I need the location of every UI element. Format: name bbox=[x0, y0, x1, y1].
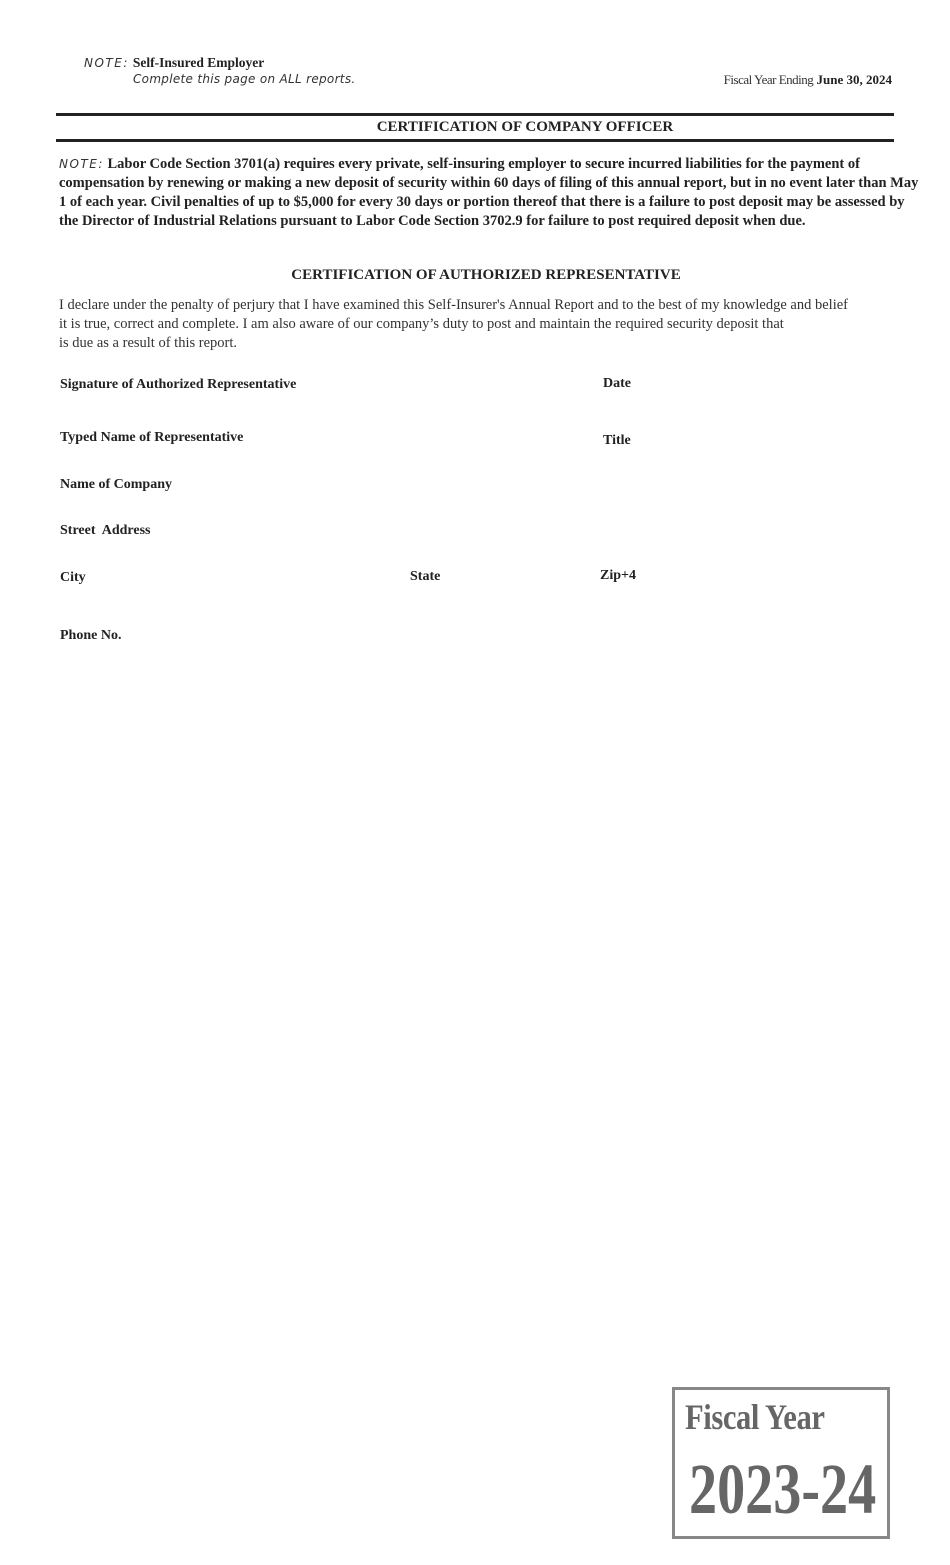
representative-section-title: CERTIFICATION OF AUTHORIZED REPRESENTATIVE bbox=[291, 267, 681, 283]
phone-label: Phone No. bbox=[60, 628, 122, 643]
zip-label: Zip+4 bbox=[600, 568, 636, 583]
fiscal-year-ending-label: Fiscal Year Ending bbox=[723, 72, 814, 87]
fiscal-year-stamp bbox=[672, 1387, 890, 1539]
employer-type: Self-Insured Employer bbox=[132, 55, 265, 70]
officer-note bbox=[59, 155, 919, 231]
note-label: NOTE: bbox=[84, 56, 129, 70]
state-label: State bbox=[410, 569, 441, 584]
declaration-line-2: it is true, correct and complete. I am also aware of our company’s duty to post and maintain the required security deposit that bbox=[59, 316, 784, 332]
typed-name-label: Typed Name of Representative bbox=[60, 430, 244, 445]
declaration-line-3: is due as a result of this report. bbox=[59, 335, 237, 351]
stamp-fiscal-year-value: 2023-24 bbox=[689, 1449, 877, 1529]
signature-label: Signature of Authorized Representative bbox=[60, 377, 297, 392]
officer-section-title: CERTIFICATION OF COMPANY OFFICER bbox=[376, 119, 674, 135]
declaration-line-1: I declare under the penalty of perjury that I have examined this Self-Insurer's Annual Report and to the best of my knowledge and belief bbox=[59, 297, 848, 313]
city-label: City bbox=[60, 570, 86, 585]
officer-note-text: Labor Code Section 3701(a) requires every private, self-insuring employer to secure incurred liabilities for the payment of compensation by renewing or making a new deposit of security within 60 days of filing of this annual report, but in no event later than May 1 of each year. Civil penalties of up to $5,000 for every 30 days or portion thereof that there is a failure to post deposit may be assessed by the Director of Industrial Relations pursuant to Labor Code Section 3702.9 for failure to post required deposit when due. bbox=[59, 156, 919, 229]
header-instruction: Complete this page on ALL reports. bbox=[133, 72, 356, 86]
stamp-fiscal-year-label: Fiscal Year bbox=[685, 1397, 825, 1437]
bottom-rule bbox=[56, 139, 894, 142]
fiscal-year-ending-date: June 30, 2024 bbox=[816, 72, 892, 87]
fiscal-year-ending bbox=[724, 72, 892, 88]
street-address-label: Street Address bbox=[60, 523, 151, 538]
officer-note-label: NOTE: bbox=[59, 157, 104, 171]
top-rule bbox=[56, 113, 894, 116]
title-label: Title bbox=[603, 433, 631, 448]
header-note bbox=[84, 54, 264, 72]
date-label: Date bbox=[603, 376, 631, 391]
company-name-label: Name of Company bbox=[60, 477, 172, 492]
